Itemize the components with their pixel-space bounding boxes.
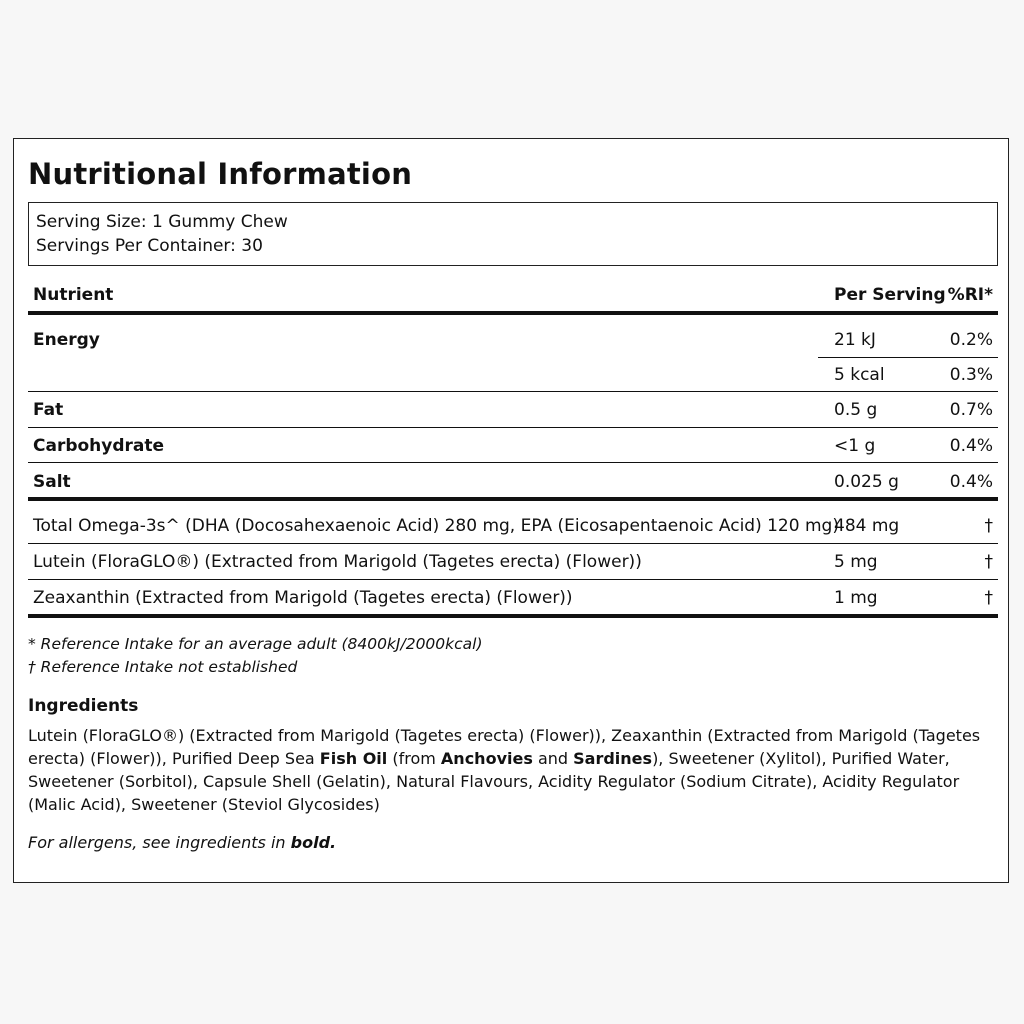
header-per-serving: Per Serving <box>834 285 946 305</box>
header-ri: %RI* <box>947 285 993 305</box>
allergen-fish-oil: Fish Oil <box>319 749 388 768</box>
row-divider <box>28 543 998 544</box>
salt-ri: 0.4% <box>949 472 993 492</box>
salt-value: 0.025 g <box>834 472 899 492</box>
energy-kcal-ri: 0.3% <box>949 365 993 385</box>
servings-per-container: Servings Per Container: 30 <box>36 236 263 256</box>
row-divider <box>28 427 998 428</box>
header-nutrient: Nutrient <box>33 285 114 305</box>
footnotes <box>28 633 483 679</box>
nutrient-salt: Salt <box>33 472 71 492</box>
lutein-value: 5 mg <box>834 552 878 572</box>
allergen-sardines: Sardines <box>573 749 653 768</box>
nutrition-panel <box>13 138 1009 883</box>
energy-sub-divider <box>818 357 998 358</box>
nutrient-lutein: Lutein (FloraGLO®) (Extracted from Marigold (Tagetes erecta) (Flower)) <box>33 552 642 572</box>
allergen-note-text: For allergens, see ingredients in <box>28 833 291 852</box>
lutein-ri: † <box>984 552 993 572</box>
serving-size: Serving Size: 1 Gummy Chew <box>36 212 288 232</box>
allergen-note-bold: bold. <box>290 833 337 852</box>
header-divider <box>28 311 998 315</box>
ingredients-heading: Ingredients <box>28 696 139 716</box>
carbohydrate-ri: 0.4% <box>949 436 993 456</box>
page-title: Nutritional Information <box>28 157 413 191</box>
omega-value: 484 mg <box>834 516 900 536</box>
fat-value: 0.5 g <box>834 400 878 420</box>
ingredients-part: and <box>532 749 574 768</box>
ingredients-part: (from <box>387 749 441 768</box>
carbohydrate-value: <1 g <box>834 436 876 456</box>
nutrient-fat: Fat <box>33 400 64 420</box>
nutrient-carbohydrate: Carbohydrate <box>33 436 165 456</box>
serving-info-box <box>28 202 998 266</box>
energy-kcal: 5 kcal <box>834 365 885 385</box>
ingredients-part: Lutein (FloraGLO®) (Extracted from Marigold (Tagetes erecta) (Flower)), Zeaxanthin (Extracted from Marigold (Tagetes erecta) (Flower)), Purified Deep Sea <box>28 726 981 768</box>
nutrient-zeaxanthin: Zeaxanthin (Extracted from Marigold (Tagetes erecta) (Flower)) <box>33 588 573 608</box>
ingredients-text <box>28 724 1000 816</box>
row-divider <box>28 579 998 580</box>
table-bottom-divider <box>28 614 998 618</box>
zeaxanthin-value: 1 mg <box>834 588 878 608</box>
ingredients-part: ), Sweetener (Xylitol), Purified Water, Sweetener (Sorbitol), Capsule Shell (Gelatin), Natural Flavours, Acidity Regulator (Sodium Citrate), Acidity Regulator (Malic Acid), Sweetener (Steviol Glycosides) <box>28 749 960 814</box>
row-divider <box>28 462 998 463</box>
energy-kj-ri: 0.2% <box>949 330 993 350</box>
omega-ri: † <box>984 516 993 536</box>
energy-kj: 21 kJ <box>834 330 876 350</box>
allergen-anchovies: Anchovies <box>440 749 533 768</box>
nutrient-energy: Energy <box>33 330 100 350</box>
nutrient-omega: Total Omega-3s^ (DHA (Docosahexaenoic Acid) 280 mg, EPA (Eicosapentaenoic Acid) 120 mg) <box>33 516 839 536</box>
zeaxanthin-ri: † <box>984 588 993 608</box>
section-divider <box>28 497 998 501</box>
row-divider <box>28 391 998 392</box>
allergen-note <box>28 833 336 852</box>
fat-ri: 0.7% <box>949 400 993 420</box>
dagger-footnote: † Reference Intake not established <box>28 658 298 676</box>
ri-footnote: * Reference Intake for an average adult (8400kJ/2000kcal) <box>28 635 483 653</box>
